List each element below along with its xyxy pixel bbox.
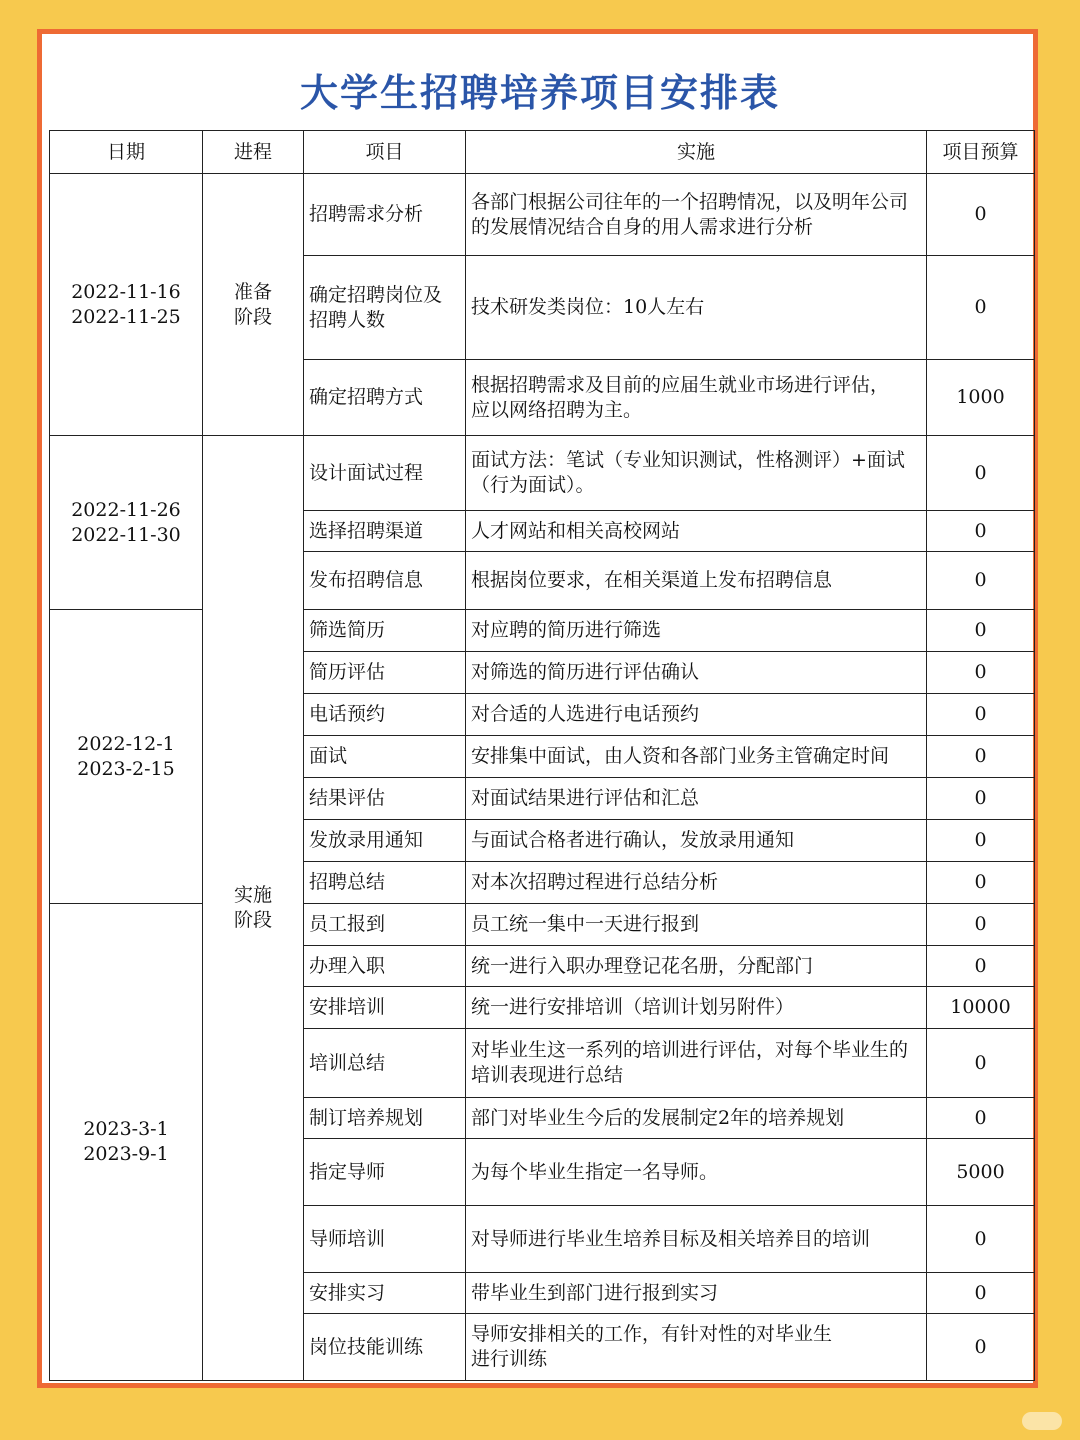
project-cell: 办理入职 [304,946,466,987]
phase-label-line2: 阶段 [233,909,272,931]
project-cell: 电话预约 [304,694,466,736]
project-cell: 设计面试过程 [304,436,466,511]
project-cell: 发布招聘信息 [304,552,466,610]
date-end: 2022-11-30 [71,523,181,546]
project-cell: 岗位技能训练 [304,1314,466,1381]
implementation-cell: 为每个毕业生指定一名导师。 [466,1139,927,1206]
header-budget: 项目预算 [927,131,1035,174]
header-implementation: 实施 [466,131,927,174]
budget-cell: 0 [927,552,1035,610]
project-cell: 导师培训 [304,1206,466,1273]
project-cell: 招聘需求分析 [304,174,466,256]
table-row [50,904,1035,946]
date-cell [50,436,203,610]
budget-cell: 0 [927,946,1035,987]
date-cell [50,610,203,904]
implementation-cell: 对导师进行毕业生培养目标及相关培养目的培训 [466,1206,927,1273]
project-cell: 招聘总结 [304,862,466,904]
budget-cell: 0 [927,862,1035,904]
budget-cell: 0 [927,1273,1035,1314]
budget-cell: 1000 [927,360,1035,436]
budget-cell: 0 [927,652,1035,694]
project-cell: 培训总结 [304,1029,466,1098]
budget-cell: 0 [927,904,1035,946]
header-phase: 进程 [203,131,304,174]
implementation-cell: 对筛选的简历进行评估确认 [466,652,927,694]
implementation-cell: 对应聘的简历进行筛选 [466,610,927,652]
budget-cell: 0 [927,174,1035,256]
implementation-cell: 对毕业生这一系列的培训进行评估，对每个毕业生的培训表现进行总结 [466,1029,927,1098]
implementation-cell: 统一进行入职办理登记花名册，分配部门 [466,946,927,987]
implementation-cell: 部门对毕业生今后的发展制定2年的培养规划 [466,1098,927,1139]
project-cell: 筛选简历 [304,610,466,652]
table-row [50,174,1035,256]
project-cell: 结果评估 [304,778,466,820]
project-cell: 安排实习 [304,1273,466,1314]
table-header-row [50,131,1035,174]
phase-label-line1: 准备 [233,280,272,303]
date-end: 2023-2-15 [77,757,175,780]
budget-cell: 0 [927,694,1035,736]
budget-cell: 0 [927,436,1035,511]
date-start: 2023-3-1 [83,1118,169,1140]
implementation-cell: 面试方法：笔试（专业知识测试，性格测评）+面试（行为面试）。 [466,436,927,511]
budget-cell: 0 [927,1098,1035,1139]
budget-cell: 0 [927,511,1035,552]
project-cell: 制订培养规划 [304,1098,466,1139]
phase-label-line2: 阶段 [233,305,272,328]
implementation-cell: 员工统一集中一天进行报到 [466,904,927,946]
budget-cell: 0 [927,736,1035,778]
project-cell: 简历评估 [304,652,466,694]
watermark [1022,1412,1062,1430]
budget-cell: 5000 [927,1139,1035,1206]
date-cell [50,904,203,1381]
implementation-cell: 对合适的人选进行电话预约 [466,694,927,736]
implementation-cell: 根据招聘需求及目前的应届生就业市场进行评估， 应以网络招聘为主。 [466,360,927,436]
budget-cell: 10000 [927,987,1035,1029]
budget-cell: 0 [927,1314,1035,1381]
schedule-table [49,130,1035,1381]
project-cell: 确定招聘岗位及招聘人数 [304,256,466,360]
project-cell: 安排培训 [304,987,466,1029]
implementation-cell: 带毕业生到部门进行报到实习 [466,1273,927,1314]
implementation-cell: 对面试结果进行评估和汇总 [466,778,927,820]
table-row [50,436,1035,511]
page-title: 大学生招聘培养项目安排表 [299,71,780,115]
budget-cell: 0 [927,610,1035,652]
header-project: 项目 [304,131,466,174]
implementation-cell: 对本次招聘过程进行总结分析 [466,862,927,904]
project-cell: 员工报到 [304,904,466,946]
phase-cell [203,436,304,1381]
phase-cell [203,174,304,436]
date-end: 2023-9-1 [83,1143,169,1165]
implementation-cell: 与面试合格者进行确认，发放录用通知 [466,820,927,862]
implementation-cell: 导师安排相关的工作，有针对性的对毕业生 进行训练 [466,1314,927,1381]
date-start: 2022-11-26 [71,498,181,521]
phase-label-line1: 实施 [233,884,272,906]
project-cell: 确定招聘方式 [304,360,466,436]
date-start: 2022-12-1 [77,732,175,755]
budget-cell: 0 [927,778,1035,820]
project-cell: 指定导师 [304,1139,466,1206]
implementation-cell: 各部门根据公司往年的一个招聘情况，以及明年公司的发展情况结合自身的用人需求进行分析 [466,174,927,256]
implementation-cell: 根据岗位要求，在相关渠道上发布招聘信息 [466,552,927,610]
implementation-cell: 技术研发类岗位：10人左右 [466,256,927,360]
project-cell: 选择招聘渠道 [304,511,466,552]
project-cell: 发放录用通知 [304,820,466,862]
budget-cell: 0 [927,1206,1035,1273]
budget-cell: 0 [927,1029,1035,1098]
implementation-cell: 安排集中面试，由人资和各部门业务主管确定时间 [466,736,927,778]
header-date: 日期 [50,131,203,174]
implementation-cell: 统一进行安排培训（培训计划另附件） [466,987,927,1029]
budget-cell: 0 [927,820,1035,862]
project-cell: 面试 [304,736,466,778]
budget-cell: 0 [927,256,1035,360]
date-cell [50,174,203,436]
date-start: 2022-11-16 [71,280,181,303]
implementation-cell: 人才网站和相关高校网站 [466,511,927,552]
date-end: 2022-11-25 [71,305,181,328]
table-row [50,610,1035,652]
